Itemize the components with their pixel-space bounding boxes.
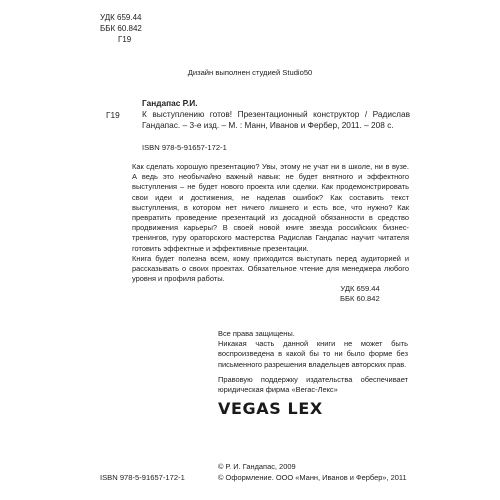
design-credit: Дизайн выполнен студией Studio50 — [187, 68, 313, 77]
catalog-description: К выступлению готов! Презентационный конструктор / Радислав Гандапас. – 3-е изд. – М. : Манн, Иванов и Фербер, 2011. – 208 с. — [142, 109, 410, 130]
copyright-author: © Р. И. Гандапас, 2009 — [218, 462, 296, 471]
copyright-block — [218, 462, 407, 483]
rights-notice — [218, 329, 408, 370]
legal-support-note: Правовую поддержку издательства обеспечивает юридическая фирма «Вегас-Лекс» — [218, 375, 408, 395]
classification-top — [100, 12, 142, 45]
catalog-author: Гандапас Р.И. — [142, 98, 198, 108]
author-mark: Г19 — [118, 35, 132, 44]
udk-code-bottom: УДК 659.44 — [340, 284, 380, 293]
bbk-code-bottom: ББК 60.842 — [340, 294, 380, 304]
rights-title: Все права защищены. — [218, 329, 295, 338]
annotation — [132, 162, 409, 284]
vegas-lex-logo: VEGAS LEX — [218, 399, 323, 418]
udk-code: УДК 659.44 — [100, 13, 142, 22]
rights-text: Никакая часть данной книги не может быть воспроизведена в какой бы то ни было форме без письменного разрешения владельцев авторских прав. — [218, 339, 408, 369]
classification-bottom — [340, 284, 380, 304]
isbn-bottom: ISBN 978-5-91657-172-1 — [100, 473, 185, 482]
copyright-design: © Оформление. ООО «Манн, Иванов и Фербер», 2011 — [218, 472, 407, 482]
annotation-text: Как сделать хорошую презентацию? Увы, этому не учат ни в школе, ни в вузе. А ведь это необычайно важный навык: не будет внятного и эффектного выступления – не будет нового проекта или сделки. Как продемонстрировать свои идеи и достижения, не наделав ошибок? Как составить текст выступления, в котором нет ничего лишнего и есть все, что нужно? Как превратить проведение презентаций из досадной обязанности в средство продвижения карьеры? В своей новой книге звезда российских бизнес-тренингов, гуру ораторского мастерства Радислав Гандапас научит читателя готовить эффектные и эффективные презентации. Книга будет полезна всем, кому приходится выступать перед аудиторией и рассказывать о своих проектах. Обязательное чтение для менеджера любого уровня и профиля работы. — [132, 162, 409, 284]
bbk-code: ББК 60.842 — [100, 24, 142, 33]
isbn-top: ISBN 978-5-91657-172-1 — [142, 143, 227, 152]
catalog-author-mark: Г19 — [106, 110, 120, 120]
